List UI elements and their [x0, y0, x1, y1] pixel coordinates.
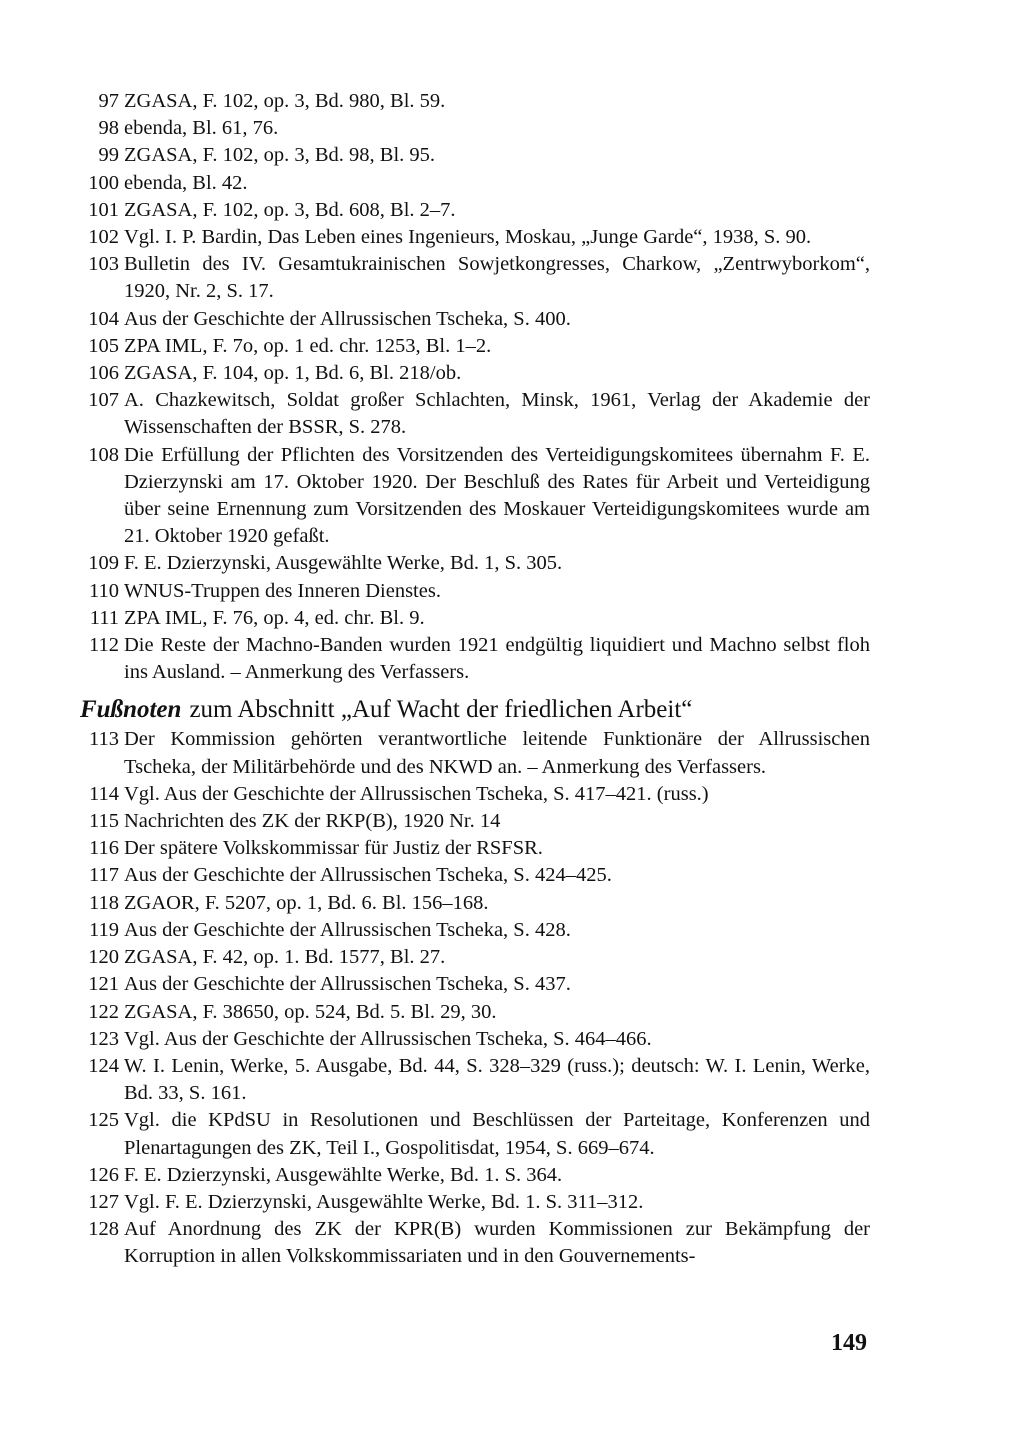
footnote-text: F. E. Dzierzynski, Ausgewählte Werke, Bd. 1. S. 364. [124, 1163, 563, 1186]
footnote-text: ZGASA, F. 38650, op. 524, Bd. 5. Bl. 29, 30. [124, 1000, 497, 1023]
footnote-number: 99 [98, 144, 119, 167]
footnote [80, 224, 870, 251]
footnote-number: 119 [89, 918, 119, 941]
footnote [80, 1162, 870, 1189]
footnote-text: ebenda, Bl. 61, 76. [124, 117, 279, 140]
footnote-text: Die Reste der Machno-Banden wurden 1921 endgültig liquidiert und Machno selbst floh ins Ausland. – Anmerkung des Verfassers. [124, 634, 870, 684]
footnote [80, 1053, 870, 1107]
footnote [80, 862, 870, 889]
footnote-text: Vgl. F. E. Dzierzynski, Ausgewählte Werke, Bd. 1. S. 311–312. [124, 1190, 644, 1213]
footnote [80, 360, 870, 387]
footnote-text: Vgl. I. P. Bardin, Das Leben eines Ingenieurs, Moskau, „Junge Garde“, 1938, S. 90. [124, 226, 812, 249]
footnotes-block [80, 88, 870, 1271]
footnote-text: ZGAOR, F. 5207, op. 1, Bd. 6. Bl. 156–168. [124, 891, 489, 914]
footnote-number: 112 [89, 634, 119, 657]
footnote-text: ebenda, Bl. 42. [124, 171, 248, 194]
footnote-text: Der spätere Volkskommissar für Justiz der RSFSR. [124, 837, 543, 860]
footnote-text: Aus der Geschichte der Allrussischen Tscheka, S. 428. [124, 918, 571, 941]
footnote-number: 123 [88, 1027, 119, 1050]
footnote [80, 890, 870, 917]
footnote-number: 101 [88, 198, 119, 221]
footnote-text: ZPA IML, F. 76, op. 4, ed. chr. Bl. 9. [124, 606, 425, 629]
footnote-number: 102 [88, 226, 119, 249]
footnote-number: 106 [88, 362, 119, 385]
footnote [80, 306, 870, 333]
footnote-number: 126 [88, 1163, 119, 1186]
footnote-text: Die Erfüllung der Pflichten des Vorsitzenden des Verteidigungskomitees übernahm F. E. Dzierzynski am 17. Oktober 1920. Der Beschluß des Rates für Arbeit und Verteidigung über seine Ernennung zum Vorsitzenden des Moskauer Verteidigungskomitees wurde am 21. Oktober 1920 gefaßt. [124, 443, 870, 548]
footnote [80, 835, 870, 862]
footnote [80, 632, 870, 686]
footnote-number: 98 [98, 117, 119, 140]
footnote [80, 1216, 870, 1270]
footnote-text: ZGASA, F. 102, op. 3, Bd. 608, Bl. 2–7. [124, 198, 456, 221]
footnote-number: 105 [88, 334, 119, 357]
footnote-number: 116 [89, 837, 119, 860]
footnote [80, 808, 870, 835]
footnote-number: 114 [89, 782, 119, 805]
footnote [80, 197, 870, 224]
footnote-list-part1 [80, 88, 870, 686]
footnote-text: A. Chazkewitsch, Soldat großer Schlachten, Minsk, 1961, Verlag der Akademie der Wissenschaften der BSSR, S. 278. [124, 389, 870, 439]
footnote-text: Vgl. Aus der Geschichte der Allrussischen Tscheka, S. 417–421. (russ.) [124, 782, 709, 805]
footnote-text: ZGASA, F. 104, op. 1, Bd. 6, Bl. 218/ob. [124, 362, 462, 385]
footnote-number: 100 [88, 171, 119, 194]
footnote-text: Aus der Geschichte der Allrussischen Tscheka, S. 400. [124, 307, 571, 330]
section-heading-title: zum Abschnitt „Auf Wacht der friedlichen Arbeit“ [189, 696, 693, 724]
footnote-text: ZGASA, F. 102, op. 3, Bd. 98, Bl. 95. [124, 144, 436, 167]
footnote-number: 117 [89, 864, 119, 887]
footnote-number: 127 [88, 1190, 119, 1213]
footnote-number: 104 [88, 307, 119, 330]
footnote-number: 125 [88, 1109, 119, 1132]
footnote [80, 1107, 870, 1161]
footnote-text: Bulletin des IV. Gesamtukrainischen Sowjetkongresses, Charkow, „Zentrwyborkom“, 1920, Nr. 2, S. 17. [124, 253, 870, 303]
footnote-number: 103 [88, 253, 119, 276]
footnote-number: 122 [88, 1000, 119, 1023]
footnote [80, 944, 870, 971]
footnote-number: 121 [88, 973, 119, 996]
footnote-number: 118 [89, 891, 119, 914]
footnote-text: Aus der Geschichte der Allrussischen Tscheka, S. 424–425. [124, 864, 612, 887]
footnote-number: 111 [89, 606, 119, 629]
footnote-text: Der Kommission gehörten verantwortliche leitende Funktionäre der Allrussischen Tscheka, der Militärbehörde und des NKWD an. – Anmerkung des Verfassers. [124, 728, 870, 778]
footnote-number: 115 [89, 810, 119, 833]
footnote-number: 113 [89, 728, 119, 751]
footnote-number: 108 [88, 443, 119, 466]
footnote-text: ZGASA, F. 42, op. 1. Bd. 1577, Bl. 27. [124, 946, 446, 969]
footnote-text: W. I. Lenin, Werke, 5. Ausgabe, Bd. 44, S. 328–329 (russ.); deutsch: W. I. Lenin, Werke, Bd. 33, S. 161. [124, 1054, 870, 1105]
page-number: 149 [831, 1330, 867, 1356]
footnote [80, 550, 870, 577]
footnote [80, 442, 870, 551]
footnote [80, 251, 870, 305]
footnote [80, 1026, 870, 1053]
footnote [80, 1189, 870, 1216]
footnote [80, 605, 870, 632]
footnote-number: 120 [88, 946, 119, 969]
footnote-number: 109 [88, 552, 119, 575]
footnote-text: F. E. Dzierzynski, Ausgewählte Werke, Bd. 1, S. 305. [124, 552, 563, 575]
footnote [80, 142, 870, 169]
footnote [80, 781, 870, 808]
footnote-number: 97 [98, 90, 119, 112]
footnote [80, 999, 870, 1026]
footnote-text: Nachrichten des ZK der RKP(B), 1920 Nr. 14 [124, 810, 501, 833]
footnote [80, 170, 870, 197]
footnote-text: WNUS-Truppen des Inneren Dienstes. [124, 579, 441, 602]
section-heading-lead: Fußnoten [80, 696, 182, 724]
footnote [80, 917, 870, 944]
footnote [80, 726, 870, 780]
footnote-number: 128 [88, 1218, 119, 1241]
footnote [80, 578, 870, 605]
section-heading [80, 695, 870, 725]
footnote [80, 387, 870, 441]
footnote-number: 124 [88, 1054, 119, 1077]
footnote-text: ZGASA, F. 102, op. 3, Bd. 980, Bl. 59. [124, 90, 446, 112]
footnote-text: Aus der Geschichte der Allrussischen Tscheka, S. 437. [124, 973, 571, 996]
footnote-text: Vgl. die KPdSU in Resolutionen und Beschlüssen der Parteitage, Konferenzen und Plenartagungen des ZK, Teil I., Gospolitisdat, 1954, S. 669–674. [124, 1109, 870, 1159]
footnote [80, 971, 870, 998]
footnote [80, 115, 870, 142]
footnote-number: 107 [88, 389, 119, 412]
footnote-list-part2 [80, 726, 870, 1270]
footnote-number: 110 [89, 579, 119, 602]
footnote-text: ZPA IML, F. 7o, op. 1 ed. chr. 1253, Bl. 1–2. [124, 334, 492, 357]
footnote-text: Auf Anordnung des ZK der KPR(B) wurden Kommissionen zur Bekämpfung der Korruption in allen Volkskommissariaten und in den Gouvernements- [124, 1218, 870, 1268]
footnote-text: Vgl. Aus der Geschichte der Allrussischen Tscheka, S. 464–466. [124, 1027, 652, 1050]
footnote [80, 333, 870, 360]
footnote [80, 88, 870, 115]
